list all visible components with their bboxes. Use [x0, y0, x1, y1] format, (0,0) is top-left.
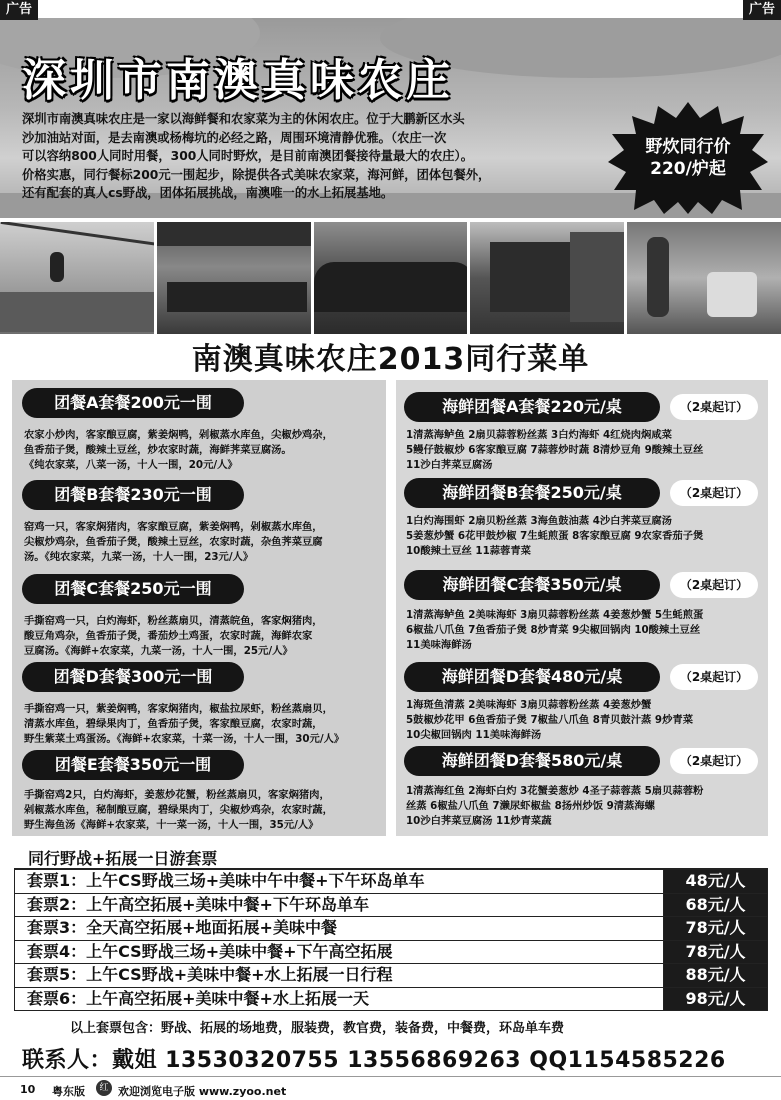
ad-tag-right: 广告 [743, 0, 781, 20]
dish-line: 丝蒸 6椒盐八爪鱼 7濑尿虾椒盐 8扬州炒饭 9清蒸海螺 [406, 800, 655, 812]
page-title: 深圳市南澳真味农庄 [22, 55, 454, 106]
dish-line: 5鳗仔鼓椒炒 6客家酿豆腐 7蒜蓉炒时蔬 8清炒豆角 9酸辣土豆丝 [406, 444, 704, 456]
tickets-header: 同行野战+拓展一日游套票 [28, 849, 218, 868]
dish-line: 手撕窑鸡2只，白灼海虾，姜葱炒花蟹，粉丝蒸扇贝，客家焖猪肉， [24, 789, 330, 801]
package-dishes [406, 514, 756, 559]
dish-line: 10沙白荠菜豆腐汤 11炒青菜蔬 [406, 815, 552, 827]
badge-line: 220/炉起 [650, 159, 726, 179]
package-label: 团餐B套餐230元一围 [22, 480, 244, 510]
package-label: 团餐E套餐350元一围 [22, 750, 244, 780]
dish-line: 10尖椒回锅肉 11美味海鲜汤 [406, 729, 542, 741]
package-dishes [406, 784, 756, 829]
package-label: 团餐C套餐250元一围 [22, 574, 244, 604]
ticket-price: 48元/人 [664, 870, 768, 893]
table-row [14, 870, 768, 894]
photo-building [470, 222, 624, 334]
dish-line: 剁椒蒸水库鱼，秘制酿豆腐，碧绿果肉丁，尖椒炒鸡杂，农家时蔬， [24, 804, 333, 816]
ticket-price: 88元/人 [664, 964, 768, 987]
dish-line: 清蒸水库鱼，碧绿果肉丁，鱼香茄子煲，客家酿豆腐，农家时蔬， [24, 718, 323, 730]
price-badge [608, 102, 768, 214]
hero-banner [0, 18, 781, 218]
table-row [14, 917, 768, 941]
table-row [14, 941, 768, 965]
dish-line: 10酸辣土豆丝 11蒜蓉青菜 [406, 545, 531, 557]
photo-zipline [0, 222, 154, 334]
package-dishes [406, 608, 756, 653]
contact-line: 联系人：戴姐 13530320755 13556869263 QQ1154585226 [22, 1048, 726, 1073]
package-label: 海鲜团餐C套餐350元/桌 [404, 570, 660, 600]
ticket-name: 套票4：上午CS野战三场+美味中餐+下午高空拓展 [14, 941, 664, 964]
package-label: 团餐A套餐200元一围 [22, 388, 244, 418]
package-label: 海鲜团餐D套餐480元/桌 [404, 662, 660, 692]
table-row [14, 988, 768, 1012]
photo-strip [0, 222, 781, 334]
dish-line: 汤。《纯农家菜，九菜一汤，十人一围，23元/人》 [24, 551, 254, 563]
package-label: 海鲜团餐A套餐220元/桌 [404, 392, 660, 422]
package-dishes [24, 614, 376, 659]
dish-line: 5姜葱炒蟹 6花甲鼓炒椒 7生蚝煎蛋 8客家酿豆腐 9农家香茄子煲 [406, 530, 704, 542]
dish-line: 豆腐汤。《海鲜+农家菜，九菜一汤，十人一围，25元/人》 [24, 645, 293, 657]
photo-barbecue [627, 222, 781, 334]
dish-line: 《纯农家菜，八菜一汤，十人一围，20元/人》 [24, 459, 238, 471]
dish-line: 尖椒炒鸡杂，鱼香茄子煲，酸辣土豆丝，农家时蔬，杂鱼荠菜豆腐 [24, 536, 323, 548]
ticket-price: 78元/人 [664, 941, 768, 964]
package-dishes [406, 698, 756, 743]
package-dishes [24, 788, 376, 833]
order-note: （2桌起订） [670, 664, 758, 690]
order-note: （2桌起订） [670, 394, 758, 420]
intro-line: 可以容纳800人同时用餐，300人同时野炊，是目前南澳团餐接待量最大的农庄）。 [22, 149, 473, 163]
package-dishes [24, 702, 376, 747]
menu-title: 南澳真味农庄2013同行菜单 [191, 342, 590, 377]
intro-paragraph [22, 110, 612, 203]
ticket-price: 78元/人 [664, 917, 768, 940]
tickets-table [14, 868, 768, 1011]
package-label: 海鲜团餐B套餐250元/桌 [404, 478, 660, 508]
package-dishes [406, 428, 756, 473]
ticket-price: 68元/人 [664, 894, 768, 917]
dish-line: 1清蒸海鲈鱼 2美味海虾 3扇贝蒜蓉粉丝蒸 4姜葱炒蟹 5生蚝煎蛋 [406, 609, 704, 621]
badge-line: 野炊同行价 [645, 137, 731, 157]
seafood-meal-panel [396, 380, 768, 836]
group-meal-panel [12, 380, 386, 836]
page-footer [0, 1076, 781, 1100]
ticket-name: 套票1：上午CS野战三场+美味中午中餐+下午环岛单车 [14, 870, 664, 893]
ticket-name: 套票3：全天高空拓展+地面拓展+美味中餐 [14, 917, 664, 940]
photo-dining-hall [157, 222, 311, 334]
footer-slogan: 欢迎浏览电子版 www.zyoo.net [118, 1085, 287, 1098]
intro-line: 价格实惠，同行餐标200元一围起步，除提供各式美味农家菜，海河鲜，团体包餐外， [22, 167, 491, 182]
package-dishes [24, 428, 376, 473]
table-row [14, 964, 768, 988]
ticket-price: 98元/人 [664, 988, 768, 1011]
dish-line: 手撕窑鸡一只，紫姜焖鸭，客家焖猪肉，椒盐拉尿虾，粉丝蒸扇贝， [24, 703, 333, 715]
package-label: 团餐D套餐300元一围 [22, 662, 244, 692]
dish-line: 农家小炒肉，客家酿豆腐，紫姜焖鸭，剁椒蒸水库鱼，尖椒炒鸡杂， [24, 429, 333, 441]
dish-line: 野生海鱼汤《海鲜+农家菜，十一菜一汤，十人一围，35元/人》 [24, 819, 319, 831]
intro-line: 深圳市南澳真味农庄是一家以海鲜餐和农家菜为主的休闲农庄。位于大鹏新区水头 [22, 112, 465, 126]
photo-cs-team [314, 222, 468, 334]
dish-line: 11美味海鲜汤 [406, 639, 472, 651]
ticket-name: 套票5：上午CS野战+美味中餐+水上拓展一日行程 [14, 964, 664, 987]
order-note: （2桌起订） [670, 748, 758, 774]
package-label: 海鲜团餐D套餐580元/桌 [404, 746, 660, 776]
dish-line: 11沙白荠菜豆腐汤 [406, 459, 493, 471]
dish-line: 鱼香茄子煲，酸辣土豆丝，炒农家时蔬，海鲜荠菜豆腐汤。 [24, 444, 292, 456]
dish-line: 6椒盐八爪鱼 7鱼香茄子煲 8炒青菜 9尖椒回锅肉 10酸辣土豆丝 [406, 624, 701, 636]
ad-tag-left: 广告 [0, 0, 38, 20]
dish-line: 1清蒸海鲈鱼 2扇贝蒜蓉粉丝蒸 3白灼海虾 4红烧肉焖咸菜 [406, 429, 672, 441]
dish-line: 1清蒸海红鱼 2海虾白灼 3花蟹姜葱炒 4圣子蒜蓉蒸 5扇贝蒜蓉粉 [406, 785, 704, 797]
dish-line: 1白灼海围虾 2扇贝粉丝蒸 3海鱼鼓油蒸 4沙白荠菜豆腐汤 [406, 515, 672, 527]
ticket-name: 套票6：上午高空拓展+美味中餐+水上拓展一天 [14, 988, 664, 1011]
publisher-logo-icon: 红 [96, 1080, 112, 1096]
ticket-name: 套票2：上午高空拓展+美味中餐+下午环岛单车 [14, 894, 664, 917]
package-dishes [24, 520, 376, 565]
dish-line: 野生紫菜土鸡蛋汤。《海鲜+农家菜，十菜一汤，十人一围，30元/人》 [24, 733, 345, 745]
table-row [14, 894, 768, 918]
dish-line: 窑鸡一只，客家焖猪肉，客家酿豆腐，紫姜焖鸭，剁椒蒸水库鱼， [24, 521, 323, 533]
tickets-includes-note: 以上套票包含：野战、拓展的场地费，服装费，教官费，装备费，中餐费，环岛单车费 [70, 1021, 565, 1036]
order-note: （2桌起订） [670, 572, 758, 598]
page-number: 10 [20, 1083, 36, 1096]
dish-line: 5鼓椒炒花甲 6鱼香茄子煲 7椒盐八爪鱼 8青贝鼓汁蒸 9炒青菜 [406, 714, 693, 726]
dish-line: 手撕窑鸡一只，白灼海虾，粉丝蒸扇贝，清蒸皖鱼，客家焖猪肉， [24, 615, 323, 627]
edition-label: 粤东版 [52, 1085, 85, 1098]
intro-line: 还有配套的真人cs野战，团体拓展挑战，南澳唯一的水上拓展基地。 [22, 186, 394, 200]
dish-line: 1海斑鱼清蒸 2美味海虾 3扇贝蒜蓉粉丝蒸 4姜葱炒蟹 [406, 699, 652, 711]
dish-line: 酸豆角鸡杂，鱼香茄子煲，番茄炒土鸡蛋，农家时蔬，海鲜农家 [24, 630, 313, 642]
intro-line: 沙加油站对面，是去南澳或杨梅坑的必经之路，周围环境清静优雅。（农庄一次 [22, 130, 447, 145]
order-note: （2桌起订） [670, 480, 758, 506]
